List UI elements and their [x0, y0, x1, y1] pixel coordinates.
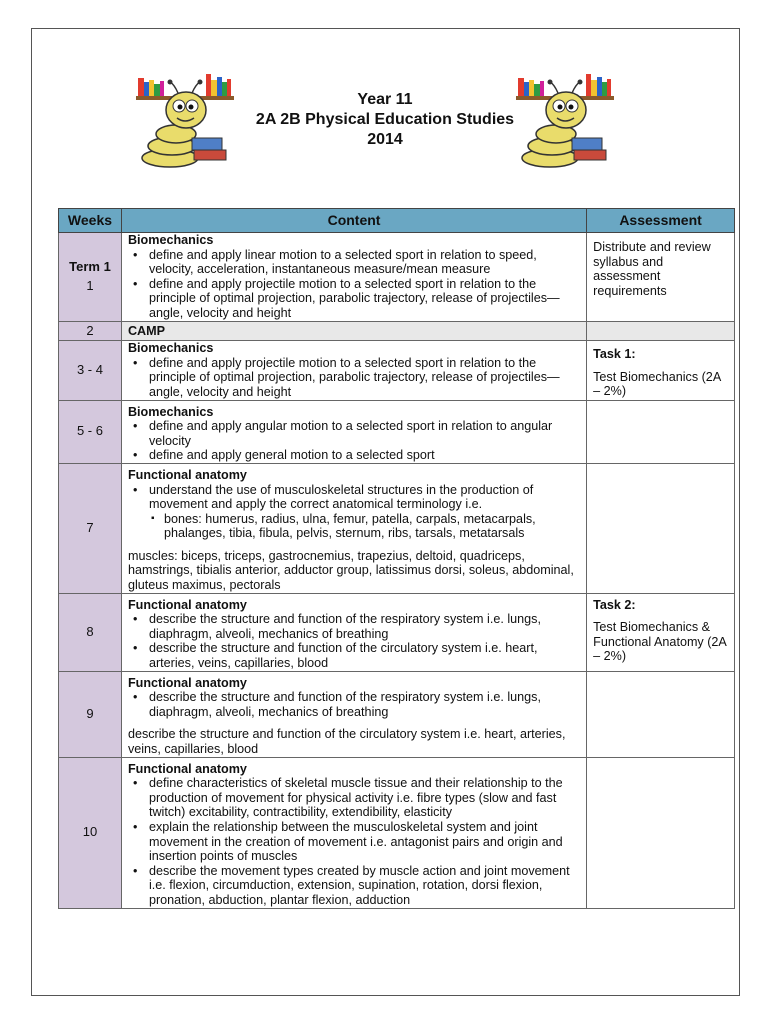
week-cell: 9 [59, 671, 122, 757]
content-cell [121, 757, 586, 908]
content-cell [121, 321, 586, 341]
list-item: • describe the movement types created by muscle action and joint movement i.e. flexion, circumduction, extension, supination, rotation, dorsi flexion, pronation, abduction, plantar flexion, adduction [128, 864, 580, 908]
week-cell: 2 [59, 321, 122, 341]
content-cell [121, 463, 586, 593]
assessment-cell [587, 321, 735, 341]
schedule-table [58, 208, 735, 909]
title-date: 2014 [367, 131, 403, 148]
list-item: • define and apply linear motion to a selected sport in relation to speed, velocity, acceleration, instantaneous measure/mean measure [128, 248, 580, 277]
list-item: • describe the structure and function of the circulatory system i.e. heart, arteries, veins, capillaries, blood [128, 641, 580, 670]
list-item: • define characteristics of skeletal muscle tissue and their relationship to the production of movement for physical activity i.e. fibre types (slow and fast twitch) excitability, contractibility, extendibility, elasticity [128, 776, 580, 820]
list-item: • define and apply angular motion to a selected sport in relation to angular velocity [128, 419, 580, 448]
topic-heading: Functional anatomy [127, 761, 247, 776]
table-row [59, 463, 735, 593]
list-item: • define and apply general motion to a selected sport [128, 448, 580, 463]
content-cell [121, 400, 586, 463]
bullet-list [128, 483, 580, 512]
week-cell: 5 - 6 [59, 400, 122, 463]
table-row [59, 593, 735, 671]
assessment-cell [587, 233, 735, 322]
content-cell [121, 341, 586, 400]
table-row [59, 671, 735, 757]
content-cell [121, 593, 586, 671]
topic-heading: Biomechanics [127, 341, 214, 356]
bullet-list [128, 612, 580, 670]
document-title [200, 90, 570, 150]
table-row [59, 341, 735, 400]
paragraph: describe the structure and function of the circulatory system i.e. heart, arteries, veins, capillaries, blood [127, 727, 566, 756]
table-header-row [59, 209, 735, 233]
task-title: Task 2: [593, 597, 636, 612]
bullet-list [128, 356, 580, 400]
assessment-cell [587, 593, 735, 671]
week-cell: 8 [59, 593, 122, 671]
topic-heading: Functional anatomy [127, 675, 247, 690]
week-cell: 10 [59, 757, 122, 908]
col-assessment-header: Assessment [587, 209, 735, 233]
bullet-list [128, 776, 580, 907]
topic-heading: Biomechanics [127, 233, 214, 247]
list-item: • understand the use of musculoskeletal structures in the production of movement and apply the correct anatomical terminology i.e. [128, 483, 580, 512]
table-row [59, 233, 735, 322]
term-label: Term 1 [69, 259, 111, 275]
list-item: • explain the relationship between the musculoskeletal system and joint movement in the creation of movement i.e. antagonist pairs and origin and insertion points of muscles [128, 820, 580, 864]
assessment-cell [587, 757, 735, 908]
week-cell [59, 233, 122, 322]
task-title: Task 1: [593, 347, 636, 362]
table-row [59, 321, 735, 341]
table-row [59, 400, 735, 463]
topic-heading: Biomechanics [127, 404, 214, 419]
bullet-list [128, 419, 580, 463]
assessment-cell [587, 341, 735, 400]
week-cell: 3 - 4 [59, 341, 122, 400]
title-year: Year 11 [357, 91, 413, 108]
assessment-cell [587, 463, 735, 593]
col-content-header: Content [121, 209, 586, 233]
sub-bullet-list [128, 512, 580, 541]
bullet-list [128, 690, 580, 719]
list-item: ▪ bones: humerus, radius, ulna, femur, patella, carpals, metacarpals, phalanges, tibia, fibula, pelvis, sternum, ribs, tarsals, metatarsals [128, 512, 580, 541]
table-row [59, 757, 735, 908]
assessment-text: Distribute and review syllabus and assessment requirements [593, 240, 711, 298]
topic-heading: CAMP [127, 323, 166, 338]
bullet-list [128, 248, 580, 321]
paragraph: muscles: biceps, triceps, gastrocnemius, trapezius, deltoid, quadriceps, hamstrings, tibialis anterior, adductor group, latissimus dorsi, soleus, abdominal, gluteus maximus, pectorals [127, 548, 574, 593]
document-header [0, 50, 770, 170]
week-cell: 7 [59, 463, 122, 593]
list-item: • define and apply projectile motion to a selected sport in relation to the principle of optimal projection, parabolic trajectory, release of projectiles—angle, velocity and height [128, 277, 580, 321]
list-item: • define and apply projectile motion to a selected sport in relation to the principle of optimal projection, parabolic trajectory, release of projectiles—angle, velocity and height [128, 356, 580, 400]
task-text: Test Biomechanics & Functional Anatomy (2A – 2%) [593, 620, 727, 664]
col-weeks-header: Weeks [59, 209, 122, 233]
list-item: • describe the structure and function of the respiratory system i.e. lungs, diaphragm, alveoli, mechanics of breathing [128, 690, 580, 719]
week-number: 1 [86, 277, 94, 293]
assessment-cell [587, 671, 735, 757]
assessment-cell [587, 400, 735, 463]
topic-heading: Functional anatomy [127, 597, 247, 612]
title-course: 2A 2B Physical Education Studies [255, 111, 515, 128]
content-cell [121, 671, 586, 757]
content-cell [121, 233, 586, 322]
task-text: Test Biomechanics (2A – 2%) [593, 369, 721, 399]
list-item: • describe the structure and function of the respiratory system i.e. lungs, diaphragm, alveoli, mechanics of breathing [128, 612, 580, 641]
topic-heading: Functional anatomy [127, 467, 247, 482]
